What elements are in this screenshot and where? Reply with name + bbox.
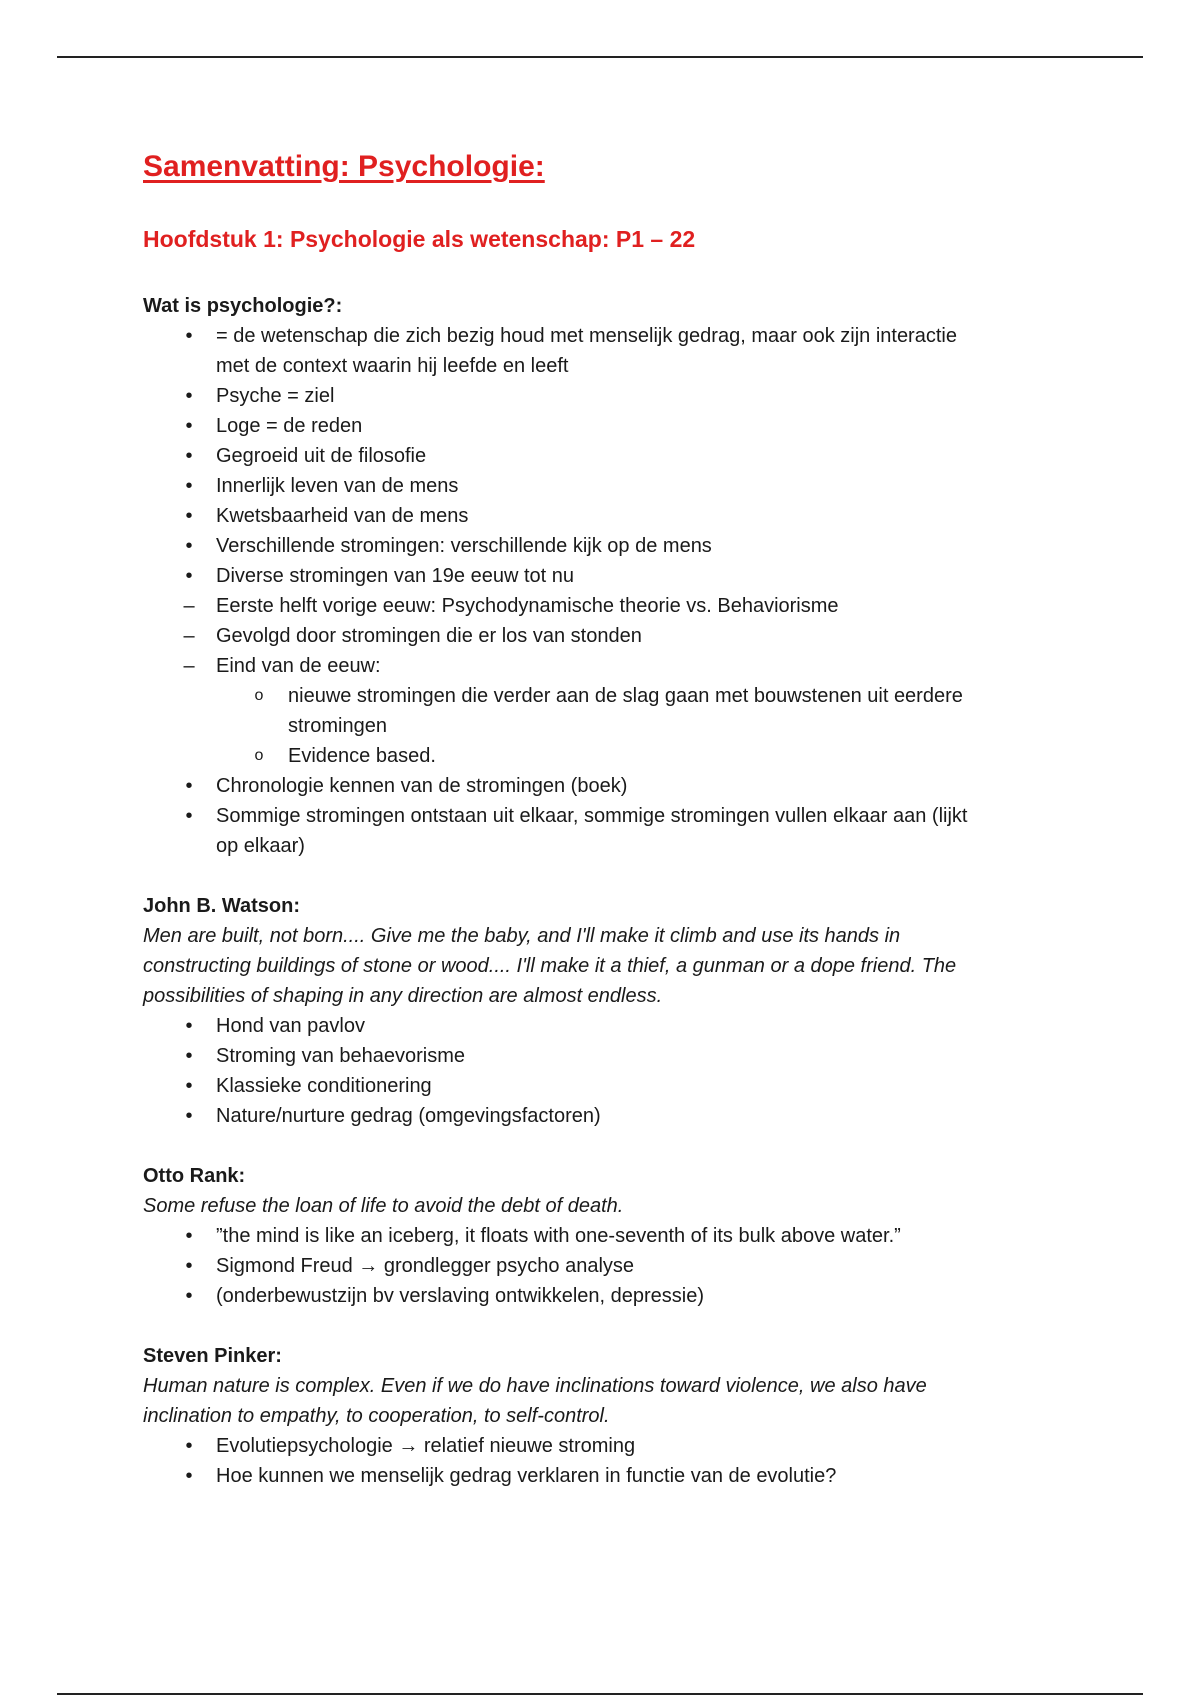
section-watson — [143, 891, 1063, 1131]
list-item: • Evolutiepsychologie → relatief nieuwe stroming — [143, 1431, 1063, 1461]
sub-list-item-continuation: stromingen — [288, 715, 387, 737]
document-body — [143, 150, 1063, 1491]
bullet-marker: • — [185, 1105, 193, 1127]
bullet-marker: • — [185, 505, 193, 527]
list-item-dash: – Gevolgd door stromingen die er los van stonden — [143, 621, 1063, 651]
bullet-marker: • — [185, 1255, 193, 1277]
list-item: • Sommige stromingen ontstaan uit elkaar, sommige stromingen vullen elkaar aan (lijkt — [143, 801, 1063, 831]
list-item: • Chronologie kennen van de stromingen (boek) — [143, 771, 1063, 801]
bullet-marker: • — [185, 1465, 193, 1487]
list-item: • Psyche = ziel — [143, 381, 1063, 411]
list-item: • = de wetenschap die zich bezig houd met menselijk gedrag, maar ook zijn interactie — [143, 321, 1063, 351]
list-item: • ”the mind is like an iceberg, it floats with one-seventh of its bulk above water.” — [143, 1221, 1063, 1251]
list-item: • Gegroeid uit de filosofie — [143, 441, 1063, 471]
bullet-marker: • — [185, 1075, 193, 1097]
bullet-list — [143, 321, 1063, 861]
bullet-marker: • — [185, 1015, 193, 1037]
list-item: • Sigmond Freud → grondlegger psycho analyse — [143, 1251, 1063, 1281]
bullet-marker: • — [185, 475, 193, 497]
bullet-marker: • — [185, 1435, 193, 1457]
list-item: • (onderbewustzijn bv verslaving ontwikkelen, depressie) — [143, 1281, 1063, 1311]
page-bottom-rule — [57, 1693, 1143, 1695]
sub-list-item: o nieuwe stromingen die verder aan de slag gaan met bouwstenen uit eerdere — [143, 681, 1063, 711]
dash-marker: – — [183, 655, 195, 677]
quote-line: constructing buildings of stone or wood.... I'll make it a thief, a gunman or a dope friend. The — [143, 955, 957, 977]
bullet-marker: • — [185, 1045, 193, 1067]
dash-marker: – — [183, 595, 195, 617]
section-heading: Steven Pinker: — [143, 1345, 282, 1367]
bullet-marker: • — [185, 445, 193, 467]
list-item: • Nature/nurture gedrag (omgevingsfactoren) — [143, 1101, 1063, 1131]
list-item: • Klassieke conditionering — [143, 1071, 1063, 1101]
bullet-marker: • — [185, 1225, 193, 1247]
list-item: • Diverse stromingen van 19e eeuw tot nu — [143, 561, 1063, 591]
document-title: Samenvatting: Psychologie: — [143, 150, 545, 183]
list-item: • Hoe kunnen we menselijk gedrag verklaren in functie van de evolutie? — [143, 1461, 1063, 1491]
list-item-continuation: op elkaar) — [216, 835, 305, 857]
bullet-marker: • — [185, 415, 193, 437]
section-heading: Otto Rank: — [143, 1165, 246, 1187]
list-item: • Kwetsbaarheid van de mens — [143, 501, 1063, 531]
list-item: • Loge = de reden — [143, 411, 1063, 441]
section-wat-is-psychologie — [143, 291, 1063, 861]
bullet-marker: • — [185, 325, 193, 347]
quote-line: Some refuse the loan of life to avoid the debt of death. — [143, 1195, 624, 1217]
chapter-heading: Hoofdstuk 1: Psychologie als wetenschap: P1 – 22 — [143, 226, 696, 252]
quote-line: Human nature is complex. Even if we do have inclinations toward violence, we also have — [143, 1375, 927, 1397]
sub-list-item: o Evidence based. — [143, 741, 1063, 771]
bullet-list — [143, 1431, 1063, 1491]
bullet-marker: • — [185, 385, 193, 407]
quote-line: inclination to empathy, to cooperation, to self-control. — [143, 1405, 610, 1427]
quote-line: possibilities of shaping in any direction are almost endless. — [143, 985, 663, 1007]
list-item: • Hond van pavlov — [143, 1011, 1063, 1041]
list-item: • Stroming van behaevorisme — [143, 1041, 1063, 1071]
section-pinker — [143, 1341, 1063, 1491]
bullet-marker: • — [185, 775, 193, 797]
section-heading: John B. Watson: — [143, 895, 301, 917]
bullet-list — [143, 1011, 1063, 1131]
list-item-dash: – Eind van de eeuw: — [143, 651, 1063, 681]
section-rank — [143, 1161, 1063, 1311]
list-item-dash: – Eerste helft vorige eeuw: Psychodynamische theorie vs. Behaviorisme — [143, 591, 1063, 621]
bullet-list — [143, 1221, 1063, 1311]
quote-line: Men are built, not born.... Give me the baby, and I'll make it climb and use its hands in — [143, 925, 901, 947]
list-item: • Verschillende stromingen: verschillende kijk op de mens — [143, 531, 1063, 561]
list-item: • Innerlijk leven van de mens — [143, 471, 1063, 501]
bullet-marker: • — [185, 805, 193, 827]
bullet-marker: • — [185, 1285, 193, 1307]
circle-marker: o — [254, 747, 264, 764]
bullet-marker: • — [185, 565, 193, 587]
circle-marker: o — [254, 687, 264, 704]
section-heading: Wat is psychologie?: — [143, 295, 343, 317]
dash-marker: – — [183, 625, 195, 647]
bullet-marker: • — [185, 535, 193, 557]
list-item-continuation: met de context waarin hij leefde en leeft — [216, 355, 569, 377]
page-top-rule — [57, 56, 1143, 58]
